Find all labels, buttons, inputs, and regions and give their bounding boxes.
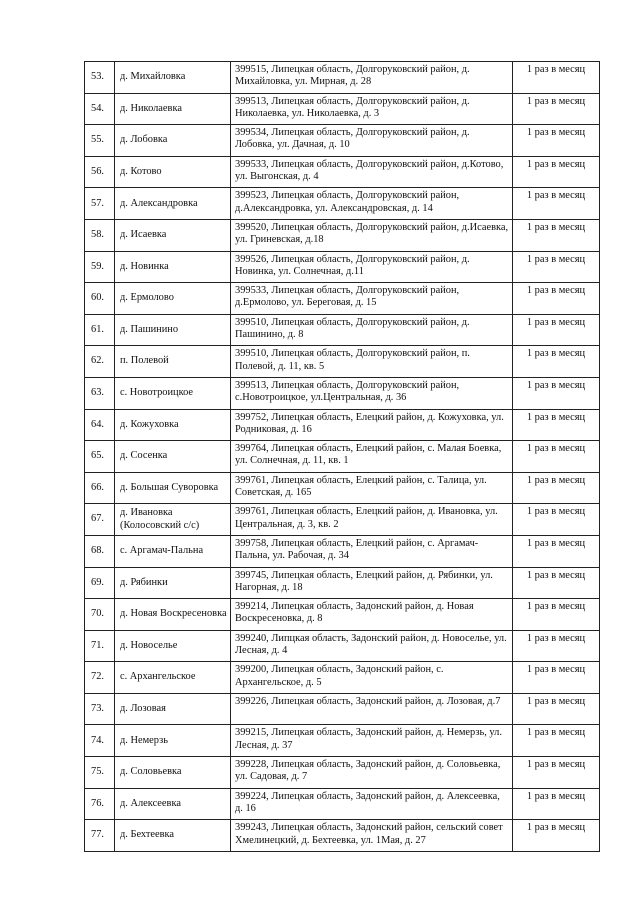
row-number: 62. [85,346,115,378]
settlement-name: с. Новотроицкое [115,377,231,409]
frequency-cell: 1 раз в месяц [513,630,600,662]
address-cell: 399240, Липцкая область, Задонский район, д. Новоселье, ул. Лесная, д. 4 [231,630,513,662]
address-cell: 399526, Липецкая область, Долгоруковский район, д. Новинка, ул. Солнечная, д.11 [231,251,513,283]
settlement-name: д. Александровка [115,188,231,220]
settlement-name: д. Ермолово [115,283,231,315]
table-row [85,283,600,315]
settlement-name: д. Ивановка (Колосовский с/с) [115,504,231,536]
table-row [85,346,600,378]
settlements-table [84,61,600,852]
frequency-cell: 1 раз в месяц [513,599,600,631]
row-number: 64. [85,409,115,441]
row-number: 77. [85,820,115,852]
frequency-cell: 1 раз в месяц [513,251,600,283]
address-cell: 399764, Липецкая область, Елецкий район, с. Малая Боевка, ул. Солнечная, д. 11, кв. 1 [231,441,513,473]
frequency-cell: 1 раз в месяц [513,472,600,504]
frequency-cell: 1 раз в месяц [513,409,600,441]
table-row [85,188,600,220]
address-cell: 399215, Липецкая область, Задонский район, д. Немерзь, ул. Лесная, д. 37 [231,725,513,757]
row-number: 55. [85,125,115,157]
settlement-name: д. Пашинино [115,314,231,346]
address-cell: 399510, Липецкая область, Долгоруковский район, д. Пашинино, д. 8 [231,314,513,346]
row-number: 72. [85,662,115,694]
address-cell: 399515, Липецкая область, Долгоруковский район, д. Михайловка, ул. Мирная, д. 28 [231,62,513,94]
settlement-name: с. Аргамач-Пальна [115,535,231,567]
settlement-name: д. Новоселье [115,630,231,662]
frequency-cell: 1 раз в месяц [513,283,600,315]
frequency-cell: 1 раз в месяц [513,504,600,536]
row-number: 67. [85,504,115,536]
table-row [85,820,600,852]
row-number: 53. [85,62,115,94]
table-row [85,599,600,631]
frequency-cell: 1 раз в месяц [513,788,600,820]
settlement-name: д. Котово [115,156,231,188]
frequency-cell: 1 раз в месяц [513,156,600,188]
table-row [85,662,600,694]
table-row [85,314,600,346]
row-number: 71. [85,630,115,662]
settlement-name: с. Архангельское [115,662,231,694]
table-row [85,156,600,188]
address-cell: 399510, Липецкая область, Долгоруковский район, п. Полевой, д. 11, кв. 5 [231,346,513,378]
table-row [85,567,600,599]
settlement-name: д. Николаевка [115,93,231,125]
table-row [85,251,600,283]
frequency-cell: 1 раз в месяц [513,346,600,378]
frequency-cell: 1 раз в месяц [513,725,600,757]
frequency-cell: 1 раз в месяц [513,314,600,346]
frequency-cell: 1 раз в месяц [513,377,600,409]
settlement-name: д. Соловьевка [115,757,231,789]
address-cell: 399761, Липецкая область, Елецкий район, с. Талица, ул. Советская, д. 165 [231,472,513,504]
address-cell: 399243, Липецкая область, Задонский район, сельский совет Хмелинецкий, д. Бехтеевка, ул. 1Мая, д. 27 [231,820,513,852]
frequency-cell: 1 раз в месяц [513,62,600,94]
frequency-cell: 1 раз в месяц [513,125,600,157]
row-number: 57. [85,188,115,220]
address-cell: 399533, Липецкая область, Долгоруковский район, д.Ермолово, ул. Береговая, д. 15 [231,283,513,315]
address-cell: 399200, Липецкая область, Задонский район, с. Архангельское, д. 5 [231,662,513,694]
row-number: 66. [85,472,115,504]
settlement-name: д. Кожуховка [115,409,231,441]
frequency-cell: 1 раз в месяц [513,219,600,251]
settlement-name: д. Бехтеевка [115,820,231,852]
table-row [85,125,600,157]
settlement-name: д. Лозовая [115,693,231,725]
address-cell: 399520, Липецкая область, Долгоруковский район, д.Исаевка, ул. Гриневская, д.18 [231,219,513,251]
frequency-cell: 1 раз в месяц [513,188,600,220]
table-row [85,62,600,94]
address-cell: 399761, Липецкая область, Елецкий район, д. Ивановка, ул. Центральная, д. 3, кв. 2 [231,504,513,536]
row-number: 56. [85,156,115,188]
address-cell: 399533, Липецкая область, Долгоруковский район, д.Котово, ул. Выгонская, д. 4 [231,156,513,188]
row-number: 75. [85,757,115,789]
frequency-cell: 1 раз в месяц [513,662,600,694]
table-row [85,219,600,251]
settlement-name: п. Полевой [115,346,231,378]
row-number: 61. [85,314,115,346]
settlement-name: д. Алексеевка [115,788,231,820]
table-body [85,62,600,852]
settlement-name: д. Большая Суворовка [115,472,231,504]
row-number: 70. [85,599,115,631]
frequency-cell: 1 раз в месяц [513,567,600,599]
row-number: 60. [85,283,115,315]
address-cell: 399534, Липецкая область, Долгоруковский район, д. Лобовка, ул. Дачная, д. 10 [231,125,513,157]
row-number: 59. [85,251,115,283]
table-row [85,693,600,725]
frequency-cell: 1 раз в месяц [513,757,600,789]
settlement-name: д. Сосенка [115,441,231,473]
table-row [85,535,600,567]
table-row [85,93,600,125]
address-cell: 399224, Липецкая область, Задонский район, д. Алексеевка, д. 16 [231,788,513,820]
frequency-cell: 1 раз в месяц [513,535,600,567]
address-cell: 399513, Липецкая область, Долгоруковский район, д. Николаевка, ул. Николаевка, д. 3 [231,93,513,125]
address-cell: 399745, Липецкая область, Елецкий район, д. Рябинки, ул. Нагорная, д. 18 [231,567,513,599]
frequency-cell: 1 раз в месяц [513,441,600,473]
address-cell: 399752, Липецкая область, Елецкий район, д. Кожуховка, ул. Родниковая, д. 16 [231,409,513,441]
table-row [85,504,600,536]
address-cell: 399226, Липецкая область, Задонский район, д. Лозовая, д.7 [231,693,513,725]
table-row [85,472,600,504]
row-number: 58. [85,219,115,251]
address-cell: 399513, Липецкая область, Долгоруковский район, с.Новотроицкое, ул.Центральная, д. 36 [231,377,513,409]
address-cell: 399214, Липецкая область, Задонский район, д. Новая Воскресеновка, д. 8 [231,599,513,631]
table-row [85,788,600,820]
row-number: 68. [85,535,115,567]
frequency-cell: 1 раз в месяц [513,93,600,125]
row-number: 54. [85,93,115,125]
settlement-name: д. Новая Воскресеновка [115,599,231,631]
table-row [85,441,600,473]
address-cell: 399523, Липецкая область, Долгоруковский район, д.Александровка, ул. Александровская, д. 14 [231,188,513,220]
settlement-name: д. Рябинки [115,567,231,599]
table-row [85,725,600,757]
address-cell: 399228, Липецкая область, Задонский район, д. Соловьевка, ул. Садовая, д. 7 [231,757,513,789]
row-number: 65. [85,441,115,473]
address-cell: 399758, Липецкая область, Елецкий район, с. Аргамач-Пальна, ул. Рабочая, д. 34 [231,535,513,567]
table-row [85,377,600,409]
table-row [85,409,600,441]
settlement-name: д. Немерзь [115,725,231,757]
table-row [85,630,600,662]
frequency-cell: 1 раз в месяц [513,820,600,852]
table-row [85,757,600,789]
row-number: 73. [85,693,115,725]
settlement-name: д. Исаевка [115,219,231,251]
settlement-name: д. Михайловка [115,62,231,94]
row-number: 69. [85,567,115,599]
row-number: 63. [85,377,115,409]
settlement-name: д. Лобовка [115,125,231,157]
frequency-cell: 1 раз в месяц [513,693,600,725]
row-number: 74. [85,725,115,757]
settlement-name: д. Новинка [115,251,231,283]
row-number: 76. [85,788,115,820]
